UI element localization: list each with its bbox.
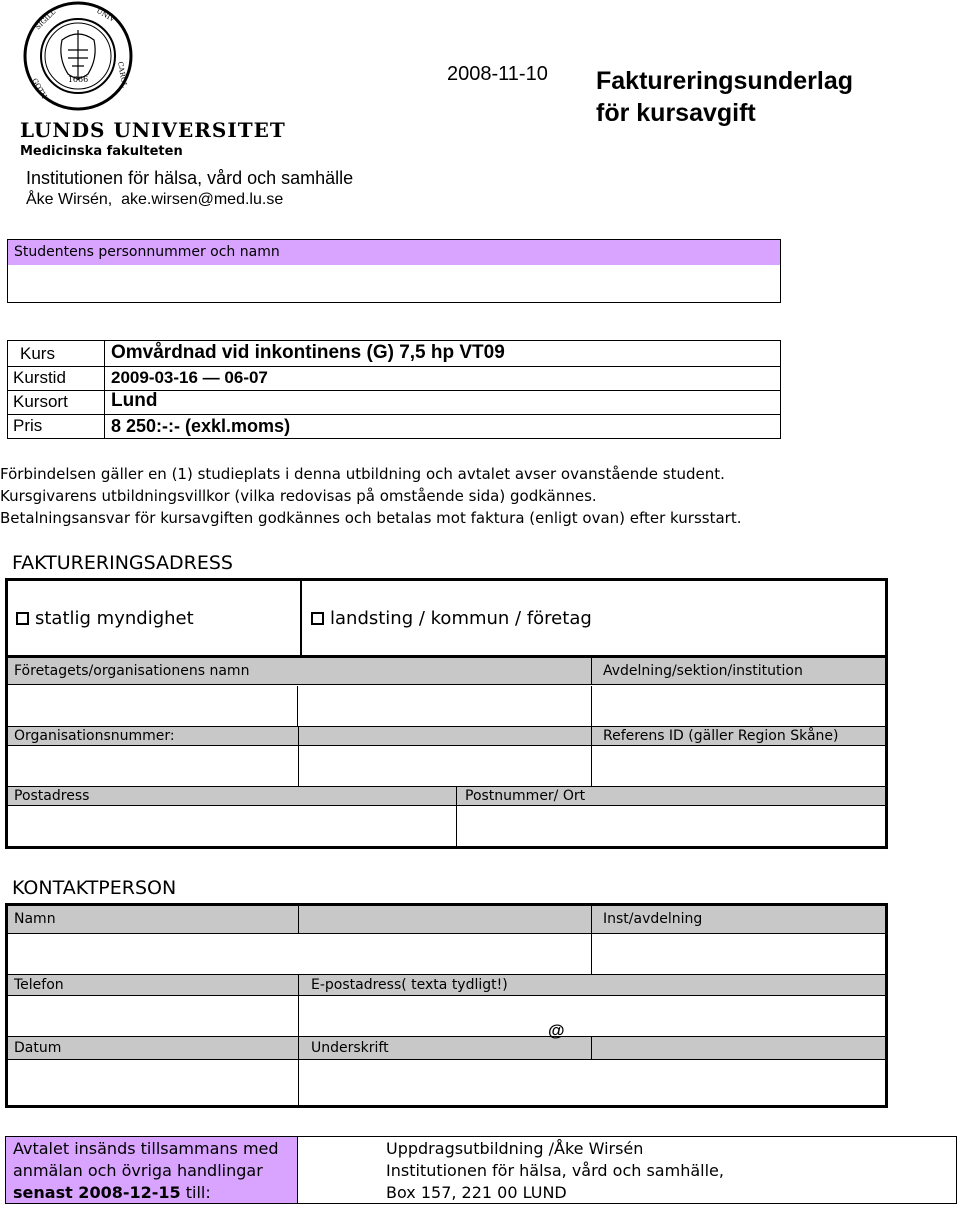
cell-divider <box>591 906 592 934</box>
course-value: Omvårdnad vid inkontinens (G) 7,5 hp VT09 <box>111 342 505 363</box>
org-number-input-ext[interactable] <box>299 746 592 786</box>
footer-left-line3 <box>13 1182 298 1204</box>
postal-code-input[interactable] <box>457 806 885 846</box>
email-label: E-postadress( texta tydligt!) <box>311 977 508 993</box>
cell-divider <box>298 727 299 745</box>
landsting-label: landsting / kommun / företag <box>330 608 592 629</box>
statlig-checkbox-option[interactable] <box>16 608 194 629</box>
reference-input[interactable] <box>592 746 885 786</box>
document-title-line1: Faktureringsunderlag <box>596 67 853 95</box>
course-location-value: Lund <box>111 390 158 411</box>
document-date: 2008-11-10 <box>447 63 548 85</box>
footer-left-line1: Avtalet insänds tillsammans med <box>13 1139 279 1158</box>
course-table <box>7 340 781 439</box>
university-seal-icon <box>22 0 134 112</box>
footer-deadline: senast 2008-12-15 <box>13 1183 181 1202</box>
email-input[interactable] <box>299 996 885 1036</box>
reference-label: Referens ID (gäller Region Skåne) <box>603 728 839 744</box>
company-name-label: Företagets/organisationens namn <box>14 663 250 679</box>
course-price-value: 8 250:-:- (exkl.moms) <box>111 416 291 436</box>
billing-option-divider <box>300 581 302 656</box>
postal-label-cell <box>8 786 885 806</box>
footer-deadline-box <box>5 1136 298 1204</box>
phone-label-cell <box>8 974 885 996</box>
university-logo <box>18 0 286 165</box>
student-input[interactable] <box>7 265 781 303</box>
department-label: Avdelning/sektion/institution <box>603 663 803 679</box>
course-table-divider-h3 <box>8 414 780 415</box>
contact-text: Åke Wirsén, ake.wirsen@med.lu.se <box>26 191 284 208</box>
svg-text:CAROL: CAROL <box>116 60 129 89</box>
contact-dept-input[interactable] <box>592 934 885 974</box>
company-name-label-cell <box>8 658 885 685</box>
phone-input[interactable] <box>8 996 299 1036</box>
org-number-label: Organisationsnummer: <box>14 728 175 744</box>
cell-divider <box>591 658 592 685</box>
footer-left-line2: anmälan och övriga handlingar <box>13 1161 263 1180</box>
student-label: Studentens personnummer och namn <box>14 244 280 260</box>
checkbox-icon[interactable] <box>311 612 324 625</box>
company-name-input-ext[interactable] <box>299 686 592 726</box>
institution-text: Institutionen för hälsa, vård och samhälle <box>26 168 354 188</box>
date-label-cell <box>8 1036 885 1060</box>
company-name-input[interactable] <box>8 686 298 726</box>
course-label: Kurs <box>20 344 55 363</box>
checkbox-icon[interactable] <box>16 612 29 625</box>
footer-left-line3-rest: till: <box>180 1183 211 1202</box>
course-table-divider-h1 <box>8 366 780 367</box>
footer-address-box <box>297 1136 957 1204</box>
signature-label: Underskrift <box>311 1040 389 1056</box>
statlig-label: statlig myndighet <box>35 608 194 629</box>
university-name: LUNDS UNIVERSITET <box>20 118 286 142</box>
cell-divider <box>298 975 299 995</box>
org-number-input[interactable] <box>8 746 299 786</box>
footer-right-line2: Institutionen för hälsa, vård och samhälle, <box>386 1161 724 1180</box>
contact-box <box>5 903 888 1108</box>
date-input[interactable] <box>8 1060 299 1105</box>
student-label-cell <box>7 239 781 266</box>
cell-divider <box>456 787 457 805</box>
terms-line: Förbindelsen gäller en (1) studieplats i denna utbildning och avtalet avser ovanstående student. <box>0 465 725 483</box>
contact-name-label-cell <box>8 906 885 934</box>
postal-address-label: Postadress <box>14 788 90 804</box>
cell-divider <box>591 727 592 745</box>
date-label: Datum <box>14 1040 62 1056</box>
terms-line: Kursgivarens utbildningsvillkor (vilka redovisas på omstående sida) godkännes. <box>0 487 597 505</box>
course-time-label: Kurstid <box>13 368 66 387</box>
svg-text:1666: 1666 <box>67 75 89 84</box>
contact-name-input[interactable] <box>8 934 592 974</box>
postal-code-label: Postnummer/ Ort <box>465 788 586 804</box>
svg-text:UNIV: UNIV <box>95 6 117 24</box>
email-at-sign: @ <box>548 1021 565 1040</box>
svg-text:GOTH: GOTH <box>30 77 49 101</box>
billing-heading: FAKTURERINGSADRESS <box>12 552 233 574</box>
department-input[interactable] <box>592 686 885 726</box>
svg-text:SIGILL: SIGILL <box>33 7 58 32</box>
contact-name-label: Namn <box>14 911 56 927</box>
footer-right-line3: Box 157, 221 00 LUND <box>386 1183 567 1202</box>
terms-line: Betalningsansvar för kursavgiften godkännes och betalas mot faktura (enligt ovan) efter kursstart. <box>0 509 742 527</box>
cell-divider <box>298 1037 299 1059</box>
contact-dept-label: Inst/avdelning <box>603 911 703 927</box>
phone-label: Telefon <box>14 977 64 993</box>
billing-box <box>5 578 888 849</box>
contact-heading: KONTAKTPERSON <box>12 877 177 899</box>
course-time-value: 2009-03-16 — 06-07 <box>111 368 268 387</box>
landsting-checkbox-option[interactable] <box>311 608 592 629</box>
signature-input[interactable] <box>299 1060 885 1105</box>
course-location-label: Kursort <box>13 392 68 411</box>
course-price-label: Pris <box>13 416 43 435</box>
cell-divider <box>298 906 299 934</box>
faculty-name: Medicinska fakulteten <box>20 144 183 159</box>
cell-divider <box>591 1037 592 1059</box>
footer-right-line1: Uppdragsutbildning /Åke Wirsén <box>386 1139 644 1158</box>
terms-text <box>0 463 741 529</box>
postal-address-input[interactable] <box>8 806 457 846</box>
org-number-label-cell <box>8 726 885 746</box>
document-title-line2: för kursavgift <box>596 99 756 127</box>
document-title <box>596 65 853 129</box>
